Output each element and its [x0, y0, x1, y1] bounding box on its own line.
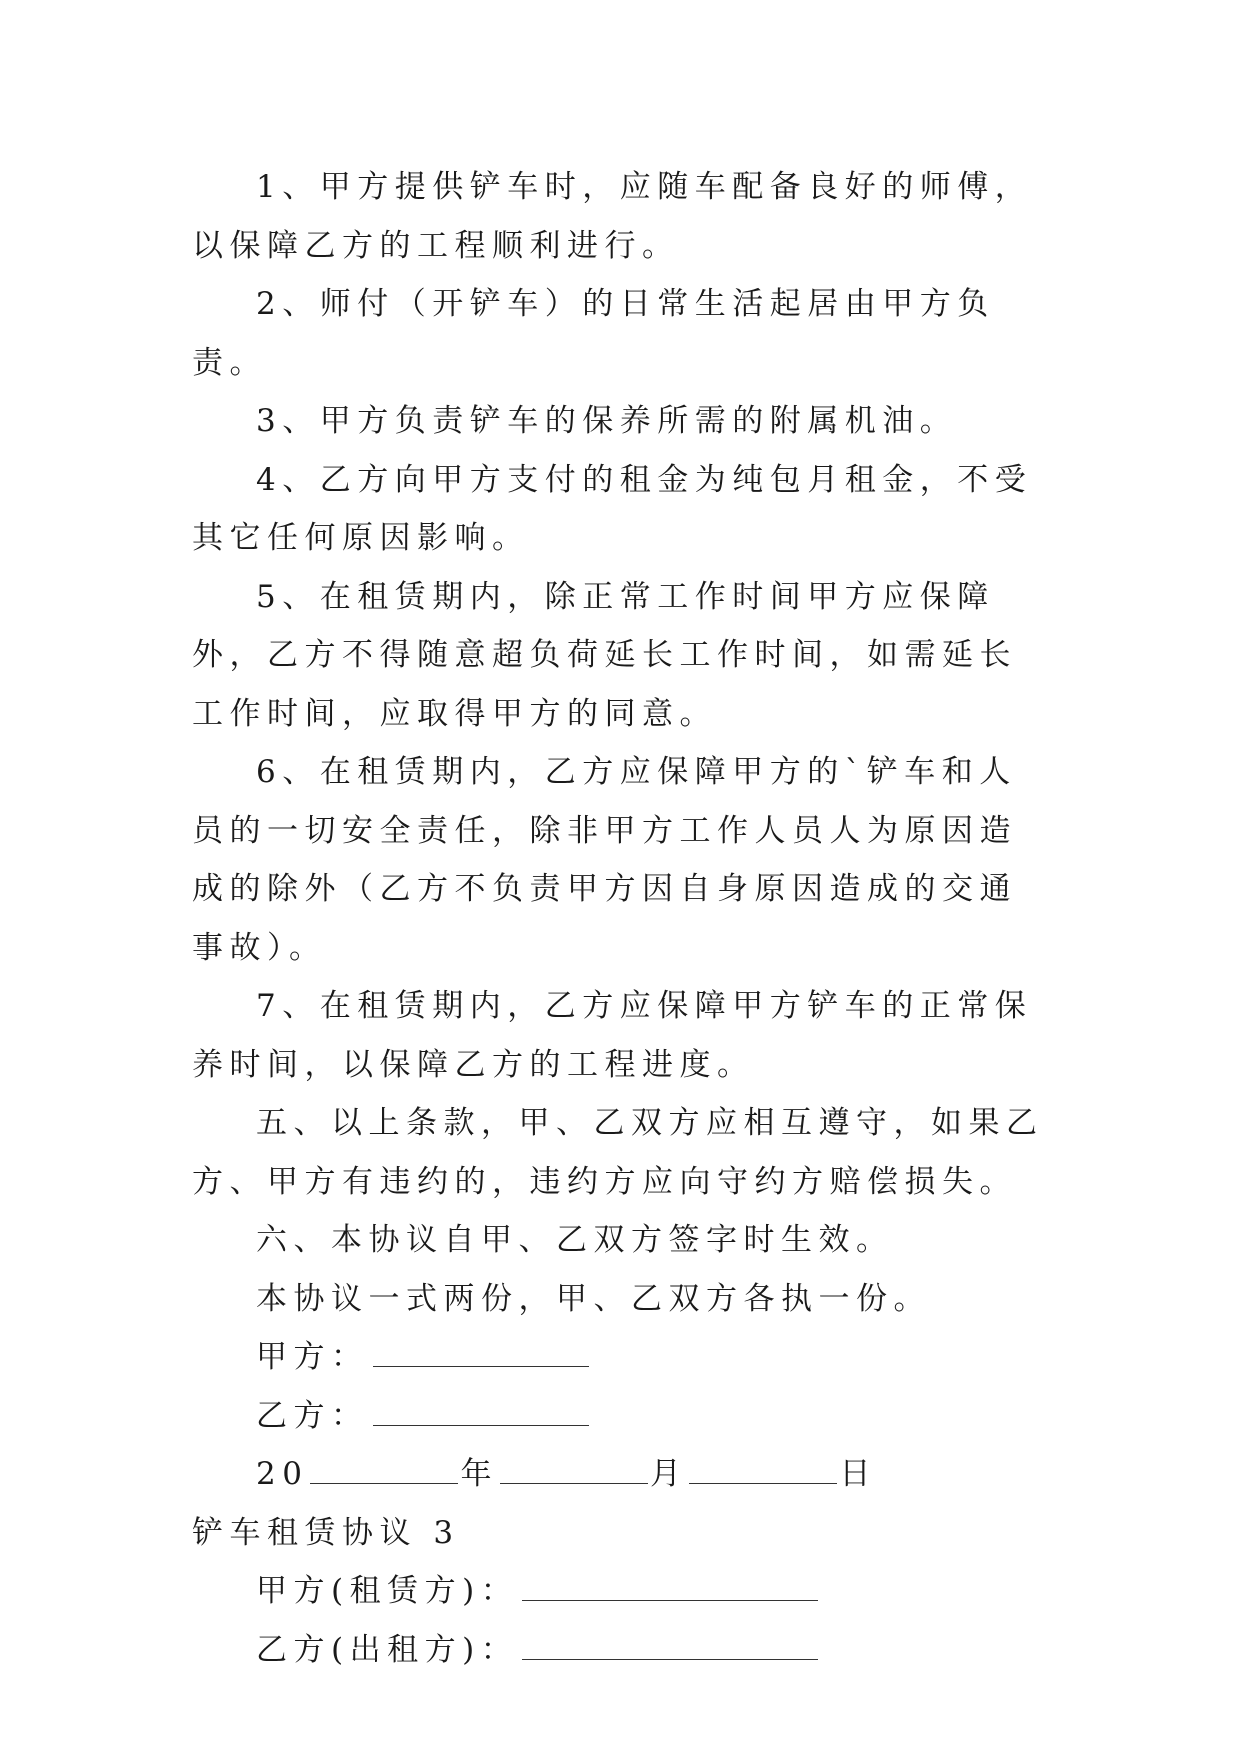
clause-1: 1、甲方提供铲车时，应随车配备良好的师傅，以保障乙方的工程顺利进行。: [192, 169, 1033, 264]
date-prefix: 20: [256, 1456, 309, 1492]
lessor-label: 甲方(租赁方)：: [256, 1573, 519, 1609]
month-label: 月: [649, 1456, 688, 1492]
clause-3: 3、甲方负责铲车的保养所需的附属机油。: [256, 403, 958, 439]
party-a-blank[interactable]: [373, 1336, 589, 1367]
date-line: [192, 1445, 1052, 1504]
lessor-line: [192, 1562, 1052, 1621]
lessee-label: 乙方(出租方)：: [256, 1631, 519, 1668]
document-page: [192, 158, 1052, 1679]
next-section-title: 铲车租赁协议 3: [192, 1514, 460, 1551]
clause-5: 5、在租赁期内，除正常工作时间甲方应保障外，乙方不得随意超负荷延长工作时间，如需延长工作时间，应取得甲方的同意。: [192, 578, 1017, 732]
lessee-line: [192, 1621, 1052, 1680]
party-a-signature-line: [192, 1328, 1052, 1387]
party-a-label: 甲方：: [256, 1339, 369, 1375]
lessor-blank[interactable]: [522, 1570, 818, 1601]
year-blank[interactable]: [310, 1453, 458, 1484]
party-b-signature-line: [192, 1387, 1052, 1446]
party-b-label: 乙方：: [256, 1397, 369, 1434]
section-six: 六、本协议自甲、乙双方签字时生效。: [256, 1222, 894, 1258]
party-b-blank[interactable]: [373, 1395, 589, 1426]
lessee-blank[interactable]: [522, 1629, 818, 1660]
day-blank[interactable]: [689, 1453, 837, 1484]
section-five: 五、以上条款，甲、乙双方应相互遵守，如果乙方、甲方有违约的，违约方应向守约方赔偿损失。: [192, 1105, 1044, 1200]
day-label: 日: [839, 1456, 877, 1492]
copies-note: 本协议一式两份，甲、乙双方各执一份。: [256, 1280, 931, 1317]
month-blank[interactable]: [500, 1453, 648, 1484]
clause-2: 2、师付（开铲车）的日常生活起居由甲方负责。: [192, 286, 995, 381]
year-label: 年: [460, 1456, 498, 1492]
clause-7: 7、在租赁期内，乙方应保障甲方铲车的正常保养时间，以保障乙方的工程进度。: [192, 988, 1033, 1083]
clause-6: 6、在租赁期内，乙方应保障甲方的`铲车和人员的一切安全责任，除非甲方工作人员人为原因造成的除外（乙方不负责甲方因自身原因造成的交通事故）。: [192, 754, 1017, 966]
clause-4: 4、乙方向甲方支付的租金为纯包月租金，不受其它任何原因影响。: [192, 461, 1033, 556]
